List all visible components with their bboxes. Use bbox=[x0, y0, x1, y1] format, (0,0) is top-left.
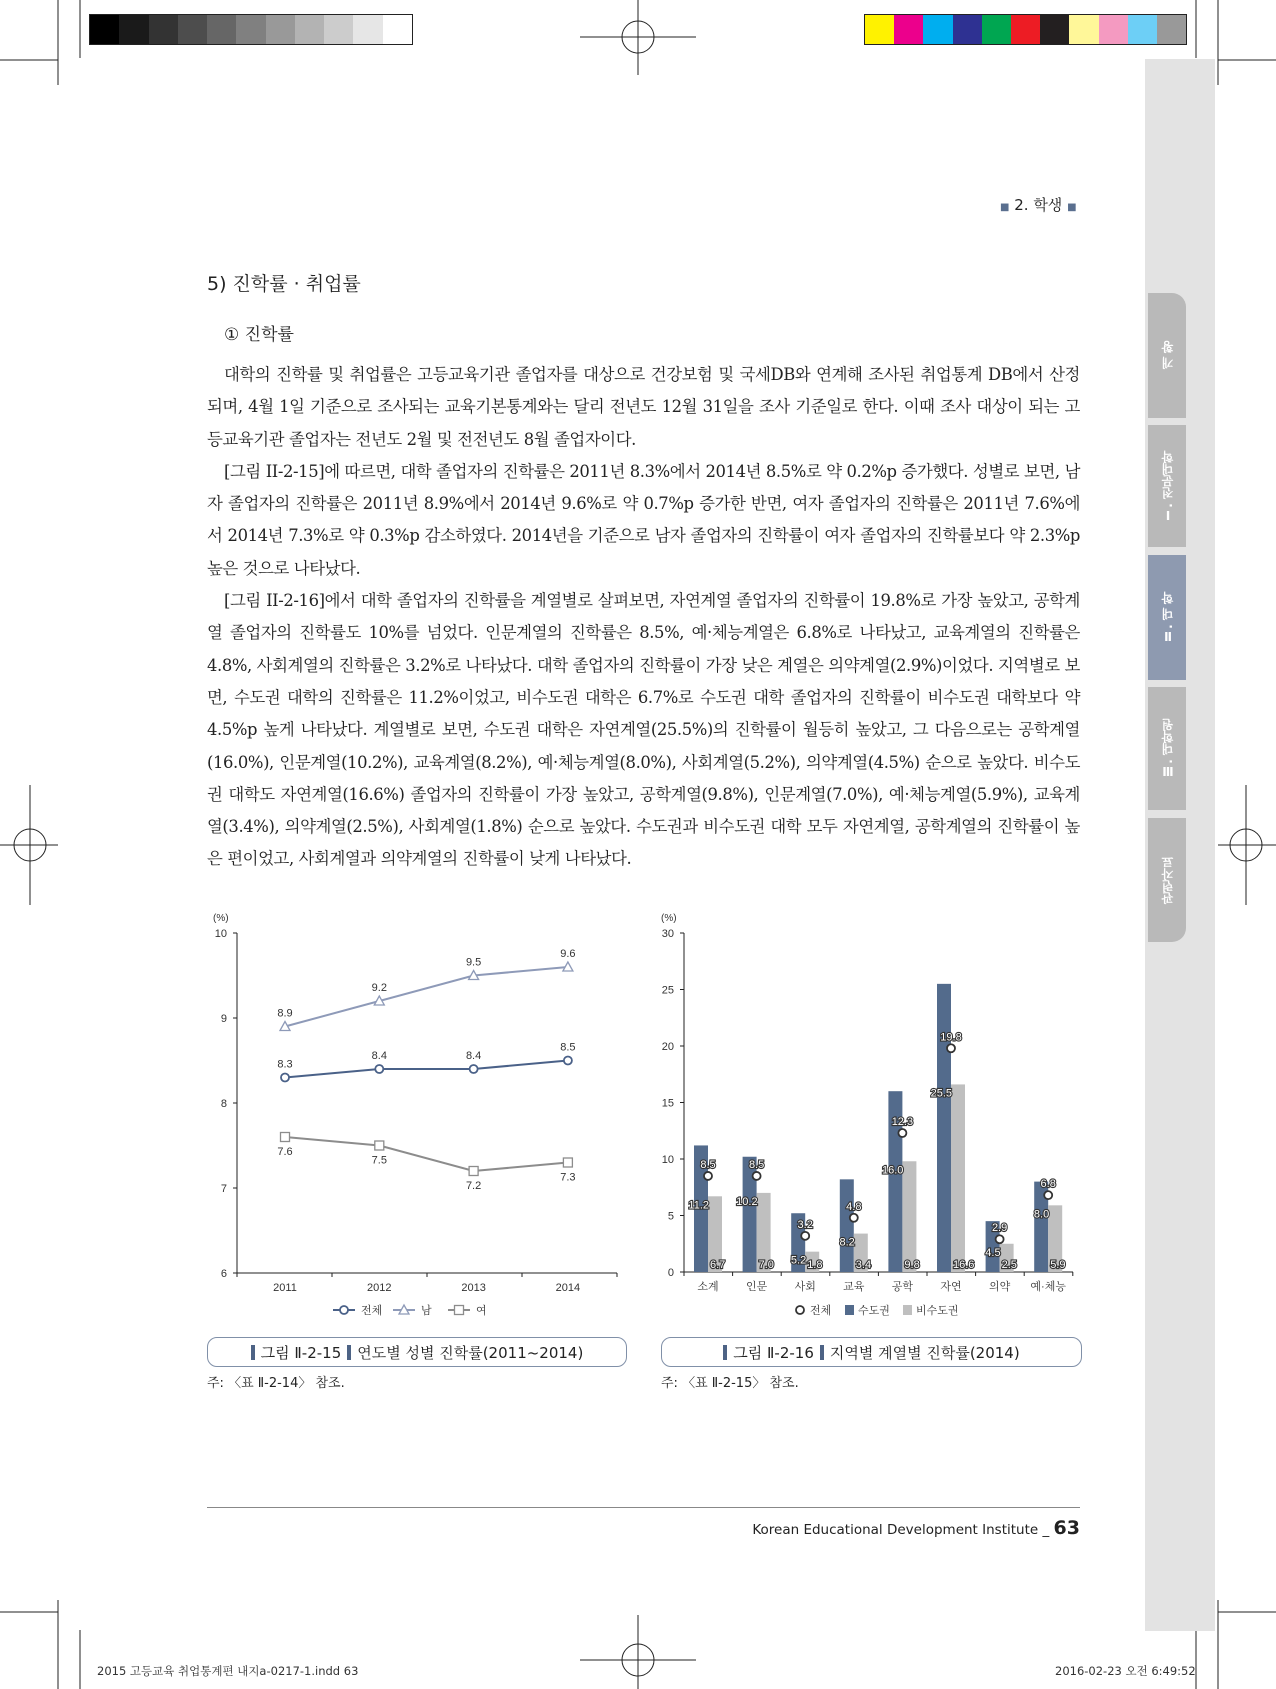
page-number: 63 bbox=[1053, 1517, 1080, 1539]
data-label: 7.2 bbox=[465, 1180, 482, 1192]
total-label: 6.8 bbox=[1040, 1178, 1056, 1191]
x-tick-label: 자연 bbox=[940, 1281, 962, 1293]
series-line-남 bbox=[285, 967, 568, 1027]
bar-capital bbox=[840, 1179, 854, 1272]
slug-timestamp: 2016-02-23 오전 6:49:52 bbox=[1055, 1664, 1196, 1678]
legend-label: 비수도권 bbox=[916, 1305, 959, 1317]
square-bullet-icon: ■ bbox=[1067, 202, 1077, 213]
square-bullet-icon: ■ bbox=[1000, 202, 1010, 213]
data-point bbox=[375, 1141, 384, 1150]
series-line-여 bbox=[285, 1137, 568, 1171]
bar-label-capital: 8.0 bbox=[1033, 1208, 1050, 1221]
y-tick-label: 20 bbox=[661, 1041, 674, 1053]
bar-noncapital bbox=[902, 1161, 916, 1272]
total-label: 2.9 bbox=[991, 1222, 1008, 1235]
total-point bbox=[850, 1214, 858, 1222]
tab-label: Ⅲ. 대학원 bbox=[1160, 719, 1175, 778]
bar-label-noncapital: 9.8 bbox=[904, 1259, 920, 1271]
bar-label-capital: 11.2 bbox=[688, 1199, 709, 1212]
tab-label: 개 황 bbox=[1160, 341, 1175, 370]
x-tick-label: 인문 bbox=[745, 1281, 768, 1293]
paragraph: [그림 II-2-15]에 따르면, 대학 졸업자의 진학률은 2011년 8.3%에서 2014년 8.5%로 약 0.2%p 증가했다. 성별로 보면, 남자 졸업자의 진학률은 2011년 8.9%에서 2014년 9.6%로 약 0.7%p 증가한 반면, 여자 졸업자의 진학률은 2011년 7.6%에서 2014년 7.3%로 약 0.3%p 감소하였다. 2014년을 기준으로 남자 졸업자의 진학률이 여자 졸업자의 진학률보다 약 2.3%p 높은 것으로 나타났다. bbox=[207, 461, 1080, 578]
legend-label: 남 bbox=[421, 1305, 432, 1317]
subsection-title: ① 진학률 bbox=[224, 325, 294, 345]
bar-label-noncapital: 3.4 bbox=[855, 1259, 872, 1271]
legend-label: 전체 bbox=[361, 1305, 383, 1317]
bar-label-capital: 8.2 bbox=[839, 1236, 855, 1249]
legend-circle-icon bbox=[796, 1306, 804, 1314]
legend-marker-icon bbox=[455, 1306, 464, 1315]
y-tick-label: 5 bbox=[667, 1210, 674, 1223]
caption-marker-icon bbox=[723, 1345, 727, 1360]
total-label: 3.2 bbox=[797, 1218, 813, 1231]
bar-label-noncapital: 5.9 bbox=[1050, 1259, 1066, 1271]
data-point bbox=[564, 1057, 572, 1065]
y-tick-label: 15 bbox=[661, 1097, 674, 1110]
bar-label-capital: 4.5 bbox=[985, 1246, 1001, 1259]
x-tick-label: 2012 bbox=[367, 1282, 392, 1294]
figure-caption-2-15 bbox=[207, 1337, 627, 1367]
y-tick-label: 25 bbox=[661, 984, 674, 997]
tab-label: Ⅱ. 대 학 bbox=[1160, 592, 1175, 643]
bar-label-noncapital: 7.0 bbox=[758, 1259, 774, 1271]
figure-caption-2-16 bbox=[661, 1337, 1082, 1367]
x-tick-label: 공학 bbox=[891, 1281, 914, 1293]
total-point bbox=[1044, 1191, 1052, 1199]
data-label: 9.6 bbox=[560, 948, 576, 960]
x-tick-label: 2013 bbox=[461, 1282, 486, 1294]
x-tick-label: 예·체능 bbox=[1030, 1281, 1066, 1293]
bar-label-capital: 10.2 bbox=[736, 1195, 758, 1208]
total-label: 8.5 bbox=[748, 1158, 765, 1171]
data-label: 7.5 bbox=[371, 1154, 387, 1167]
y-tick-label: 8 bbox=[220, 1098, 227, 1110]
tab-label: Ⅰ. 전문대학 bbox=[1160, 450, 1175, 522]
legend-label: 전체 bbox=[810, 1305, 832, 1317]
y-tick-label: 10 bbox=[661, 1154, 674, 1166]
total-point bbox=[996, 1235, 1004, 1243]
figure-label: 그림 Ⅱ-2-16 bbox=[733, 1343, 814, 1362]
data-label: 9.5 bbox=[465, 956, 482, 969]
total-label: 8.5 bbox=[700, 1158, 716, 1171]
slug-file: 2015 고등교육 취업통계편 내지a-0217-1.indd 63 bbox=[97, 1664, 359, 1678]
total-point bbox=[947, 1044, 955, 1052]
figure-title: 연도별 성별 진학률(2011~2014) bbox=[357, 1343, 584, 1362]
caption-marker-icon bbox=[347, 1345, 351, 1360]
bar-capital bbox=[937, 984, 951, 1272]
x-tick-label: 의약 bbox=[988, 1281, 1011, 1293]
y-axis-unit: (%) bbox=[661, 913, 677, 924]
data-point bbox=[470, 1065, 478, 1073]
bar-label-capital: 16.0 bbox=[881, 1164, 904, 1177]
series-line-전체 bbox=[285, 1061, 568, 1078]
y-tick-label: 9 bbox=[220, 1013, 227, 1025]
figure-note: 주: 〈표 Ⅱ-2-14〉 참조. bbox=[207, 1376, 345, 1391]
data-point bbox=[281, 1133, 290, 1142]
x-tick-label: 소계 bbox=[697, 1281, 719, 1293]
legend-swatch-icon bbox=[903, 1305, 912, 1315]
data-label: 8.4 bbox=[465, 1050, 482, 1062]
bar-label-noncapital: 6.7 bbox=[710, 1259, 726, 1271]
legend-swatch-icon bbox=[845, 1305, 854, 1315]
data-label: 9.2 bbox=[371, 982, 387, 994]
figure-note: 주: 〈표 Ⅱ-2-15〉 참조. bbox=[661, 1376, 799, 1391]
data-point bbox=[281, 1074, 289, 1082]
bar-label-capital: 25.5 bbox=[930, 1087, 952, 1100]
data-label: 8.9 bbox=[277, 1007, 293, 1020]
bar-label-noncapital: 1.8 bbox=[807, 1259, 823, 1271]
section-title: 5) 진학률 · 취업률 bbox=[207, 273, 361, 295]
total-label: 12.3 bbox=[891, 1116, 914, 1129]
total-point bbox=[898, 1129, 906, 1137]
figure-title: 지역별 계열별 진학률(2014) bbox=[829, 1343, 1020, 1362]
paragraph: 대학의 진학률 및 취업률은 고등교육기관 졸업자를 대상으로 건강보험 및 국세DB와 연계해 조사된 취업통계 DB에서 산정되며, 4월 1일 기준으로 조사되는 교육기본통계와는 달리 전년도 12월 31일을 조사 기준일로 한다. 이때 조사 대상이 되는 고등교육기관 졸업자는 전년도 2월 및 전전년도 8월 졸업자이다. bbox=[207, 365, 1080, 449]
data-point bbox=[469, 1167, 478, 1176]
data-point bbox=[563, 1158, 572, 1167]
bar-label-capital: 5.2 bbox=[790, 1254, 807, 1267]
total-label: 19.8 bbox=[940, 1031, 962, 1044]
y-tick-label: 30 bbox=[661, 928, 674, 940]
caption-marker-icon bbox=[820, 1345, 824, 1360]
legend-marker-icon bbox=[340, 1306, 348, 1314]
bar-label-noncapital: 2.5 bbox=[1001, 1259, 1017, 1271]
total-point bbox=[704, 1172, 712, 1180]
footer-divider bbox=[207, 1507, 1080, 1508]
x-tick-label: 교육 bbox=[843, 1281, 865, 1293]
total-point bbox=[753, 1172, 761, 1180]
tab-label: 관련자료 bbox=[1160, 856, 1175, 904]
paragraph: [그림 II-2-16]에서 대학 졸업자의 진학률을 계열별로 살펴보면, 자연계열 졸업자의 진학률이 19.8%로 가장 높았고, 공학계열 졸업자의 진학률도 10%를 넘었다. 인문계열의 진학률은 8.5%, 예·체능계열은 6.8%로 나타났고, 교육계열의 진학률은 4.8%, 사회계열의 진학률은 3.2%로 나타났다. 대학 졸업자의 진학률이 가장 낮은 계열은 의약계열(2.9%)이었다. 지역별로 보면, 수도권 대학의 진학률은 11.2%이었고, 비수도권 대학은 6.7%로 수도권 대학 졸업자의 진학률이 비수도권 대학보다 약 4.5%p 높게 나타났다. 계열별로 보면, 수도권 대학은 자연계열(25.5%)의 진학률이 월등히 높았고, 그 다음으로는 공학계열(16.0%), 인문계열(10.2%), 교육계열(8.2%), 예·체능계열(8.0%), 사회계열(5.2%), 의약계열(4.5%) 순으로 높았다. 비수도권 대학도 자연계열(16.6%) 졸업자의 진학률이 가장 높았고, 공학계열(9.8%), 인문계열(7.0%), 예·체능계열(5.9%), 교육계열(3.4%), 의약계열(2.5%), 사회계열(1.8%) 순으로 높았다. 수도권과 비수도권 대학 모두 자연계열, 공학계열의 진학률이 높은 편이었고, 사회계열과 의약계열의 진학률이 낮게 나타났다. bbox=[207, 591, 1080, 869]
data-label: 7.6 bbox=[277, 1146, 293, 1158]
y-tick-label: 10 bbox=[214, 928, 227, 940]
y-tick-label: 7 bbox=[220, 1183, 227, 1195]
publisher-name: Korean Educational Development Institute _ bbox=[752, 1522, 1054, 1538]
bar-noncapital bbox=[951, 1084, 965, 1272]
legend-label: 여 bbox=[476, 1305, 487, 1317]
data-label: 8.5 bbox=[560, 1041, 576, 1054]
y-axis-unit: (%) bbox=[213, 913, 229, 924]
data-point bbox=[375, 1065, 383, 1073]
y-tick-label: 0 bbox=[667, 1267, 674, 1279]
data-label: 8.4 bbox=[371, 1050, 387, 1062]
bar-label-noncapital: 16.6 bbox=[953, 1259, 975, 1271]
y-tick-label: 6 bbox=[220, 1268, 227, 1280]
running-head-text: 2. 학생 bbox=[1014, 196, 1063, 214]
data-label: 8.3 bbox=[277, 1058, 293, 1071]
x-tick-label: 사회 bbox=[794, 1281, 816, 1293]
x-tick-label: 2011 bbox=[273, 1282, 297, 1294]
x-tick-label: 2014 bbox=[555, 1282, 581, 1294]
total-label: 4.8 bbox=[846, 1200, 862, 1213]
page-footer bbox=[700, 1517, 1080, 1539]
total-point bbox=[801, 1232, 809, 1240]
data-label: 7.3 bbox=[560, 1171, 576, 1184]
caption-marker-icon bbox=[251, 1345, 255, 1360]
figure-label: 그림 Ⅱ-2-15 bbox=[260, 1343, 342, 1362]
legend-label: 수도권 bbox=[858, 1305, 890, 1317]
